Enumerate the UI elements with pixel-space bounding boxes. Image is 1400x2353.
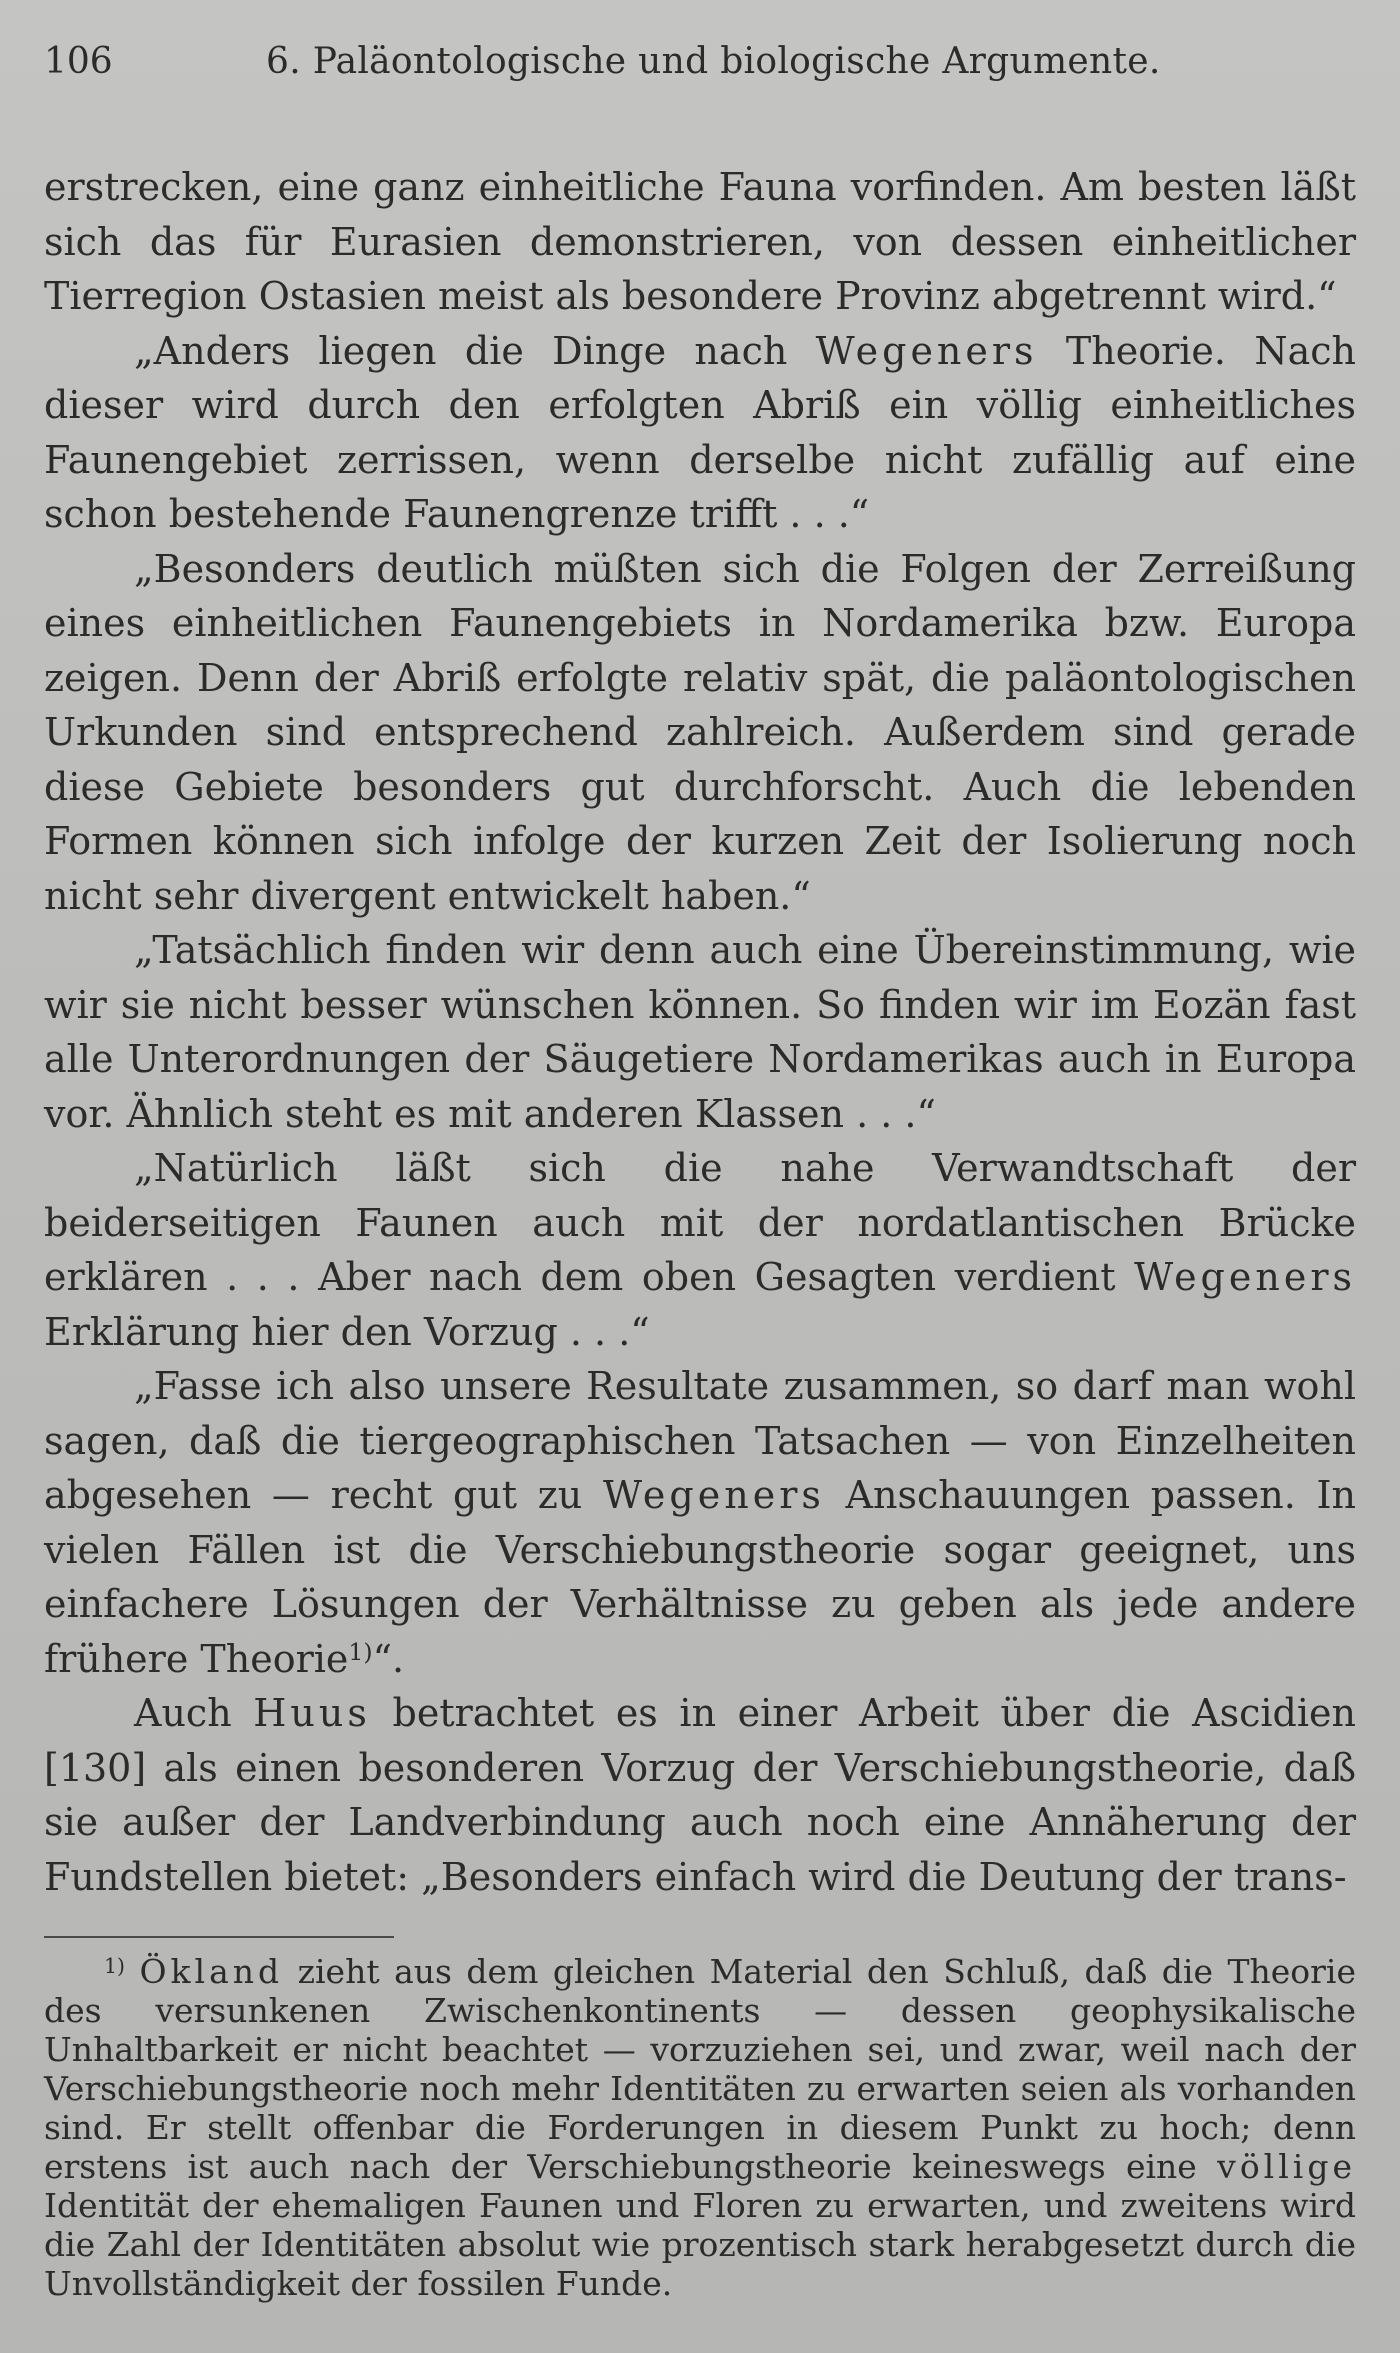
- footnote-1-text-a: zieht aus dem gleichen Material den Schluß, daß die Theorie des versunkenen Zwischenkontinents — dessen geophysikalische Unhaltbarkeit er nicht beachtet — vorzuziehen sei, und zwar, weil nach der Verschiebungstheorie noch mehr Identitäten zu erwarten seien als vorhanden sind. Er stellt offenbar die Forderungen in diesem Punkt zu hoch; denn erstens ist auch nach der Verschiebungstheorie keineswegs eine: [44, 1952, 1356, 2186]
- paragraph-1-text: erstrecken, eine ganz einheitliche Fauna vorfinden. Am besten läßt sich das für Eurasien demonstrieren, von dessen einheitlicher Tierregion Ostasien meist als besondere Provinz abgetrennt wird.“: [44, 165, 1356, 318]
- author-name-wegeners: Wegeners: [1134, 1255, 1356, 1299]
- footnote-reference[interactable]: 1): [348, 1637, 373, 1666]
- chapter-title: 6. Paläontologische und biologische Argumente.: [266, 41, 1161, 82]
- book-page: [44, 32, 1356, 2332]
- paragraph-6-text-b: Anschauungen passen. In vielen Fällen ist die Verschiebungstheorie sogar geeignet, uns einfachere Lösungen der Verhältnisse zu geben als jede andere frühere Theorie: [44, 1473, 1357, 1681]
- running-head: [44, 32, 1356, 92]
- page-number: 106: [44, 41, 113, 82]
- paragraph-4-text: „Tatsächlich finden wir denn auch eine Übereinstimmung, wie wir sie nicht besser wünschen können. So finden wir im Eozän fast alle Unterordnungen der Säugetiere Nordamerikas auch in Europa vor. Ähnlich steht es mit anderen Klassen . . .“: [44, 928, 1356, 1136]
- paragraph-6-text-a: „Fasse ich also unsere Resultate zusammen, so darf man wohl sagen, daß die tiergeographischen Tatsachen — von Einzelheiten abgesehen — recht gut zu: [44, 1364, 1356, 1517]
- paragraph-3: [44, 542, 1356, 924]
- footnote-emphasis: völlige: [1217, 2147, 1356, 2186]
- paragraph-1: [44, 160, 1356, 324]
- footnote-mark: 1): [104, 1953, 125, 1978]
- paragraph-3-text: „Besonders deutlich müßten sich die Folgen der Zerreißung eines einheitlichen Faunengebiets in Nordamerika bzw. Europa zeigen. Denn der Abriß erfolgte relativ spät, die paläontologischen Urkunden sind entsprechend zahlreich. Außerdem sind gerade diese Gebiete besonders gut durchforscht. Auch die lebenden Formen können sich infolge der kurzen Zeit der Isolierung noch nicht sehr divergent entwickelt haben.“: [44, 546, 1356, 918]
- paragraph-5: [44, 1141, 1356, 1359]
- body-text: [44, 160, 1356, 1904]
- paragraph-6-text-c: “.: [372, 1636, 405, 1681]
- paragraph-2: [44, 324, 1356, 542]
- footnote-1: [44, 1952, 1356, 2303]
- paragraph-5-text-a: „Natürlich läßt sich die nahe Verwandtschaft der beiderseitigen Faunen auch mit der nordatlantischen Brücke erklären . . . Aber nach dem oben Gesagten verdient: [44, 1146, 1356, 1299]
- paragraph-7-text-a: Auch: [134, 1691, 254, 1735]
- paragraph-6: [44, 1359, 1356, 1686]
- author-name-wegeners: Wegeners: [815, 328, 1038, 373]
- author-name-wegeners: Wegeners: [602, 1473, 825, 1517]
- paragraph-2-text-a: „Anders liegen die Dinge nach: [134, 328, 816, 373]
- footnote-divider: [44, 1936, 394, 1938]
- paragraph-7-text-b: betrachtet es in einer Arbeit über die Ascidien [130] als einen besonderen Vorzug der Verschiebungstheorie, daß sie außer der Landverbindung auch noch eine Annäherung der Fundstellen bietet: „Besonders einfach wird die Deutung der trans-: [44, 1691, 1356, 1899]
- author-name-huus: Huus: [253, 1691, 371, 1735]
- paragraph-2-text-b: Theorie. Nach dieser wird durch den erfolgten Abriß ein völlig einheitliches Faunengebiet zerrissen, wenn derselbe nicht zufällig auf eine schon bestehende Faunengrenze trifft . . .“: [44, 328, 1356, 536]
- paragraph-5-text-b: Erklärung hier den Vorzug . . .“: [44, 1309, 650, 1354]
- author-name-okland: Ökland: [139, 1952, 284, 1991]
- paragraph-7: [44, 1686, 1356, 1904]
- footnotes: [44, 1952, 1356, 2303]
- paragraph-4: [44, 923, 1356, 1141]
- footnote-1-text-b: Identität der ehemaligen Faunen und Floren zu erwarten, und zweitens wird die Zahl der Identitäten absolut wie prozentisch stark herabgesetzt durch die Unvollständigkeit der fossilen Funde.: [44, 2186, 1356, 2303]
